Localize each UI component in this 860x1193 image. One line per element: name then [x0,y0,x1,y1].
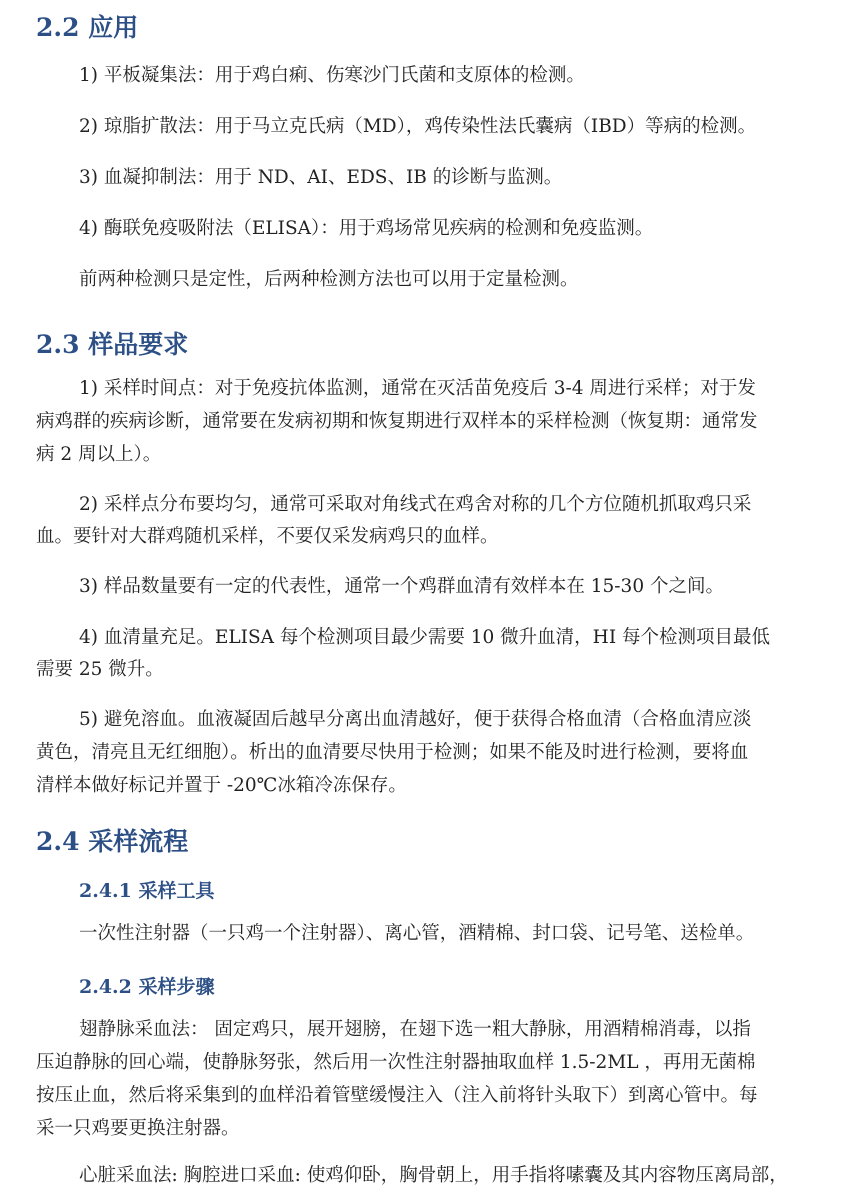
paragraph-line: 按压止血，然后将采集到的血样沿着管壁缓慢注入（注入前将针头取下）到离心管中。每 [36,1085,758,1106]
list-item: 4) 酶联免疫吸附法（ELISA）：用于鸡场常见疾病的检测和免疫监测。 [79,218,654,239]
paragraph-line: 采一只鸡要更换注射器。 [36,1118,240,1139]
paragraph-line: 病鸡群的疾病诊断，通常要在发病初期和恢复期进行双样本的采样检测（恢复期：通常发 [36,411,758,432]
paragraph-line: 5) 避免溶血。血液凝固后越早分离出血清越好，便于获得合格血清（合格血清应淡 [79,709,752,730]
paragraph-line: 病 2 周以上）。 [36,444,162,465]
paragraph-line: 心脏采血法: 胸腔进口采血: 使鸡仰卧，胸骨朝上，用手指将嗉囊及其内容物压离局部， [79,1165,788,1186]
paragraph-line: 4) 血清量充足。ELISA 每个检测项目最少需要 10 微升血清，HI 每个检测项目最低 [79,627,771,648]
list-item: 2) 琼脂扩散法：用于马立克氏病（MD），鸡传染性法氏囊病（IBD）等病的检测。 [79,116,757,137]
paragraph-line: 3) 样品数量要有一定的代表性，通常一个鸡群血清有效样本在 15-30 个之间。 [79,576,724,597]
paragraph-line: 需要 25 微升。 [36,659,164,680]
paragraph-line: 黄色，清亮且无红细胞）。析出的血清要尽快用于检测；如果不能及时进行检测，要将血 [36,742,749,763]
paragraph-line: 翅静脉采血法： 固定鸡只，展开翅膀，在翅下选一粗大静脉，用酒精棉消毒，以指 [79,1019,751,1040]
paragraph-line: 压迫静脉的回心端，使静脉努张，然后用一次性注射器抽取血样 1.5-2ML ，再用无菌棉 [36,1052,756,1073]
subsection-heading-2-4-1: 2.4.1 采样工具 [79,880,215,902]
section-heading-2-4: 2.4 采样流程 [36,827,189,856]
paragraph: 前两种检测只是定性，后两种检测方法也可以用于定量检测。 [79,269,579,290]
section-heading-2-3: 2.3 样品要求 [36,330,189,359]
section-heading-2-2: 2.2 应用 [36,13,139,42]
list-item: 3) 血凝抑制法：用于 ND、AI、EDS、IB 的诊断与监测。 [79,167,563,188]
paragraph-line: 2) 采样点分布要均匀，通常可采取对角线式在鸡舍对称的几个方位随机抓取鸡只采 [79,494,752,515]
paragraph-line: 一次性注射器（一只鸡一个注射器）、离心管，酒精棉、封口袋、记号笔、送检单。 [79,923,755,944]
paragraph-line: 血。要针对大群鸡随机采样，不要仅采发病鸡只的血样。 [36,526,499,547]
subsection-heading-2-4-2: 2.4.2 采样步骤 [79,976,215,998]
paragraph-line: 1) 采样时间点：对于免疫抗体监测，通常在灭活苗免疫后 3-4 周进行采样；对于发 [79,378,756,399]
paragraph-line: 清样本做好标记并置于 -20℃冰箱冷冻保存。 [36,775,407,796]
list-item: 1) 平板凝集法：用于鸡白痢、伤寒沙门氏菌和支原体的检测。 [79,65,585,86]
